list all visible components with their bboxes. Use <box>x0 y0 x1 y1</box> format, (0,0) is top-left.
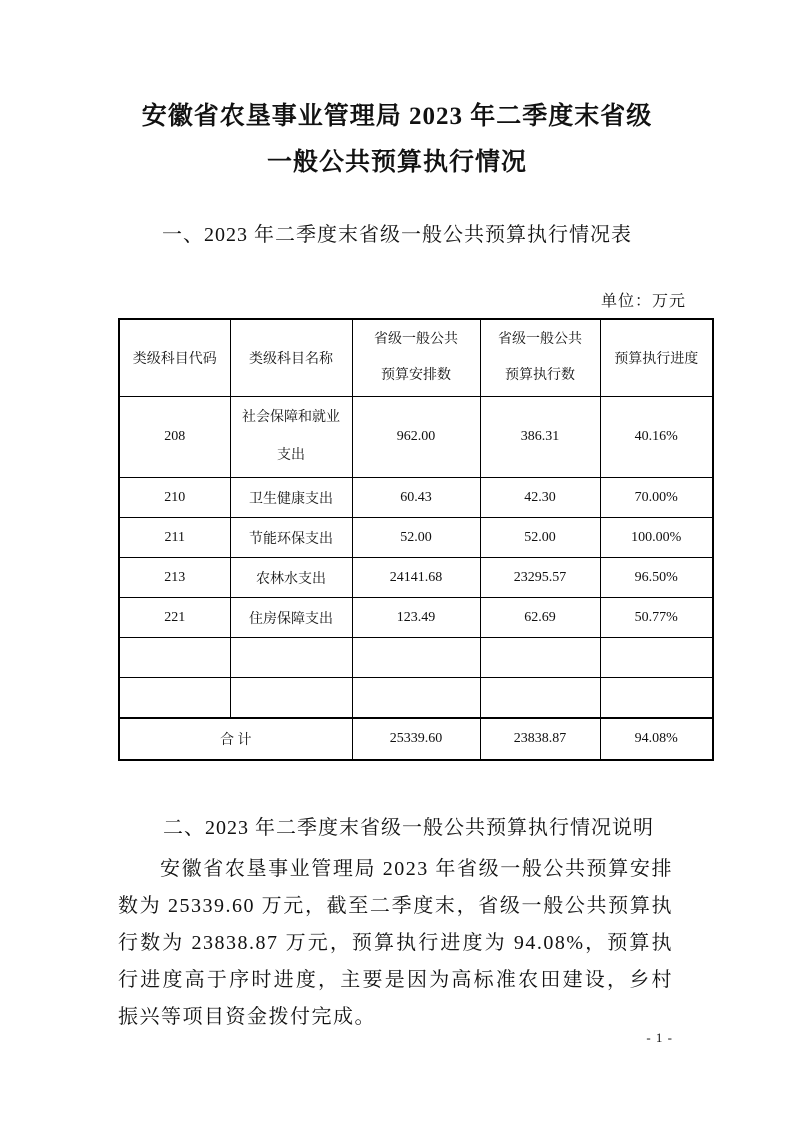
unit-label: 单位：万元 <box>600 293 686 310</box>
doc-title-line1: 安徽省农垦事业管理局 2023 年二季度末省级 <box>141 103 653 130</box>
cell-progress: 100.00% <box>600 518 713 558</box>
body-paragraph: 安徽省农垦事业管理局 2023 年省级一般公共预算安排数为 25339.60 万元，截至二季度末，省级一般公共预算执行数为 23838.87 万元，预算执行进度为 94.08%，预算执行进度高于序时进度，主要是因为高标准农田建设，乡村振兴等项目资金拨付完成。 <box>118 857 673 1028</box>
total-arranged: 25339.60 <box>352 718 480 760</box>
cell-name: 卫生健康支出 <box>230 478 352 518</box>
cell-name: 社会保障和就业支出 <box>230 397 352 478</box>
table-row-empty <box>119 638 713 678</box>
cell-arranged: 24141.68 <box>352 558 480 598</box>
cell-executed: 386.31 <box>480 397 600 478</box>
header-cell-progress: 预算执行进度 <box>600 319 713 397</box>
cell-name <box>230 638 352 678</box>
header-cell-executed-line2: 预算执行数 <box>505 368 575 383</box>
cell-progress: 40.16% <box>600 397 713 478</box>
cell-executed: 62.69 <box>480 598 600 638</box>
header-cell-arranged-line2: 预算安排数 <box>381 368 451 383</box>
cell-executed: 23295.57 <box>480 558 600 598</box>
table-row <box>119 478 713 518</box>
header-cell-executed <box>480 319 600 397</box>
header-cell-name: 类级科目名称 <box>230 319 352 397</box>
cell-name <box>230 678 352 718</box>
cell-arranged <box>352 678 480 718</box>
cell-executed <box>480 678 600 718</box>
budget-table <box>118 318 714 761</box>
cell-name: 农林水支出 <box>230 558 352 598</box>
doc-title <box>0 0 794 186</box>
cell-executed: 52.00 <box>480 518 600 558</box>
cell-progress: 70.00% <box>600 478 713 518</box>
table-row <box>119 397 713 478</box>
header-cell-arranged <box>352 319 480 397</box>
cell-arranged <box>352 638 480 678</box>
page-number: - 1 - <box>646 1030 673 1045</box>
table-total-row <box>119 718 713 760</box>
header-cell-executed-line1: 省级一般公共 <box>498 332 582 347</box>
cell-executed <box>480 638 600 678</box>
cell-progress: 96.50% <box>600 558 713 598</box>
table-row <box>119 598 713 638</box>
table-row <box>119 558 713 598</box>
cell-name: 节能环保支出 <box>230 518 352 558</box>
cell-progress: 50.77% <box>600 598 713 638</box>
table-row <box>119 518 713 558</box>
cell-progress <box>600 638 713 678</box>
table-header-row <box>119 319 713 397</box>
cell-code: 221 <box>119 598 230 638</box>
section1-heading: 一、2023 年二季度末省级一般公共预算执行情况表 <box>162 224 632 246</box>
cell-code: 213 <box>119 558 230 598</box>
cell-code: 210 <box>119 478 230 518</box>
cell-progress <box>600 678 713 718</box>
cell-arranged: 60.43 <box>352 478 480 518</box>
cell-arranged: 123.49 <box>352 598 480 638</box>
cell-code <box>119 678 230 718</box>
cell-code <box>119 638 230 678</box>
total-label: 合 计 <box>119 718 352 760</box>
total-executed: 23838.87 <box>480 718 600 760</box>
cell-name: 住房保障支出 <box>230 598 352 638</box>
doc-title-line2: 一般公共预算执行情况 <box>266 149 527 176</box>
header-cell-arranged-line1: 省级一般公共 <box>374 332 458 347</box>
section2-heading: 二、2023 年二季度末省级一般公共预算执行情况说明 <box>163 816 654 839</box>
cell-code: 211 <box>119 518 230 558</box>
cell-code: 208 <box>119 397 230 478</box>
header-cell-code: 类级科目代码 <box>119 319 230 397</box>
cell-executed: 42.30 <box>480 478 600 518</box>
total-progress: 94.08% <box>600 718 713 760</box>
cell-arranged: 52.00 <box>352 518 480 558</box>
cell-arranged: 962.00 <box>352 397 480 478</box>
table-row-empty <box>119 678 713 718</box>
